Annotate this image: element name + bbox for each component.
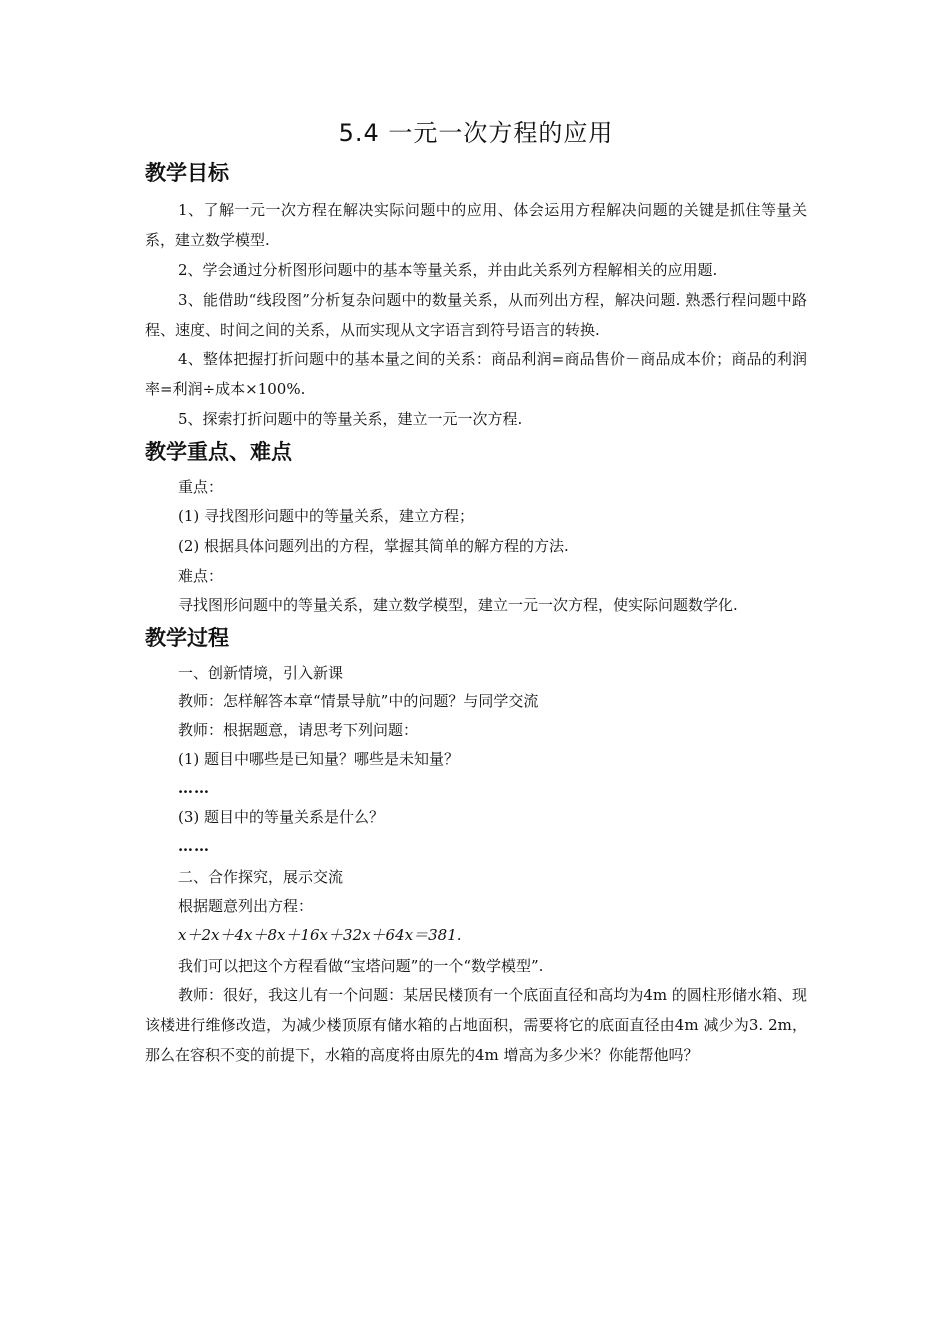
teacher-question: 教师：很好，我这儿有一个问题：某居民楼顶有一个底面直径和高均为4m 的圆柱形储水箱、现该楼进行维修改造，为减少楼顶原有储水箱的占地面积，需要将它的底面直径由4m 减少为3. 2m，那么在容积不变的前提下，水箱的高度将由原先的4m 增高为多少米？你能帮他吗？	[145, 986, 807, 1064]
objective-item-4: 4、整体把握打折问题中的基本量之间的关系：商品利润=商品售价－商品成本价；商品的利润率=利润÷成本×100%.	[145, 350, 807, 398]
model-line: 我们可以把这个方程看做“宝塔问题”的一个“数学模型”.	[178, 957, 544, 975]
ellipsis-2: ……	[178, 837, 210, 855]
process-line-2: 教师：怎样解答本章“情景导航”中的问题？与同学交流	[178, 692, 539, 710]
process-line-4: (1) 题目中哪些是已知量？哪些是未知量？	[178, 750, 460, 768]
objective-item-5: 5、探索打折问题中的等量关系，建立一元一次方程.	[178, 410, 523, 428]
key-label: 重点：	[178, 478, 224, 496]
objective-item-1: 1、了解一元一次方程在解决实际问题中的应用、体会运用方程解决问题的关键是抓住等量关系，建立数学模型.	[145, 201, 807, 249]
key-item-2: (2) 根据具体问题列出的方程，掌握其简单的解方程的方法.	[178, 537, 569, 555]
key-item-1: (1) 寻找图形问题中的等量关系，建立方程；	[178, 507, 475, 525]
difficulty-text: 寻找图形问题中的等量关系，建立数学模型，建立一元一次方程，使实际问题数学化.	[178, 596, 738, 614]
equation: x＋2x＋4x＋8x＋16x＋32x＋64x＝381.	[178, 926, 462, 944]
process-line-6: (3) 题目中的等量关系是什么？	[178, 808, 385, 826]
process-line-8: 二、合作探究，展示交流	[178, 868, 344, 886]
process-line-3: 教师：根据题意，请思考下列问题：	[178, 721, 419, 739]
difficulty-label: 难点：	[178, 567, 224, 585]
heading-process: 教学过程	[145, 626, 229, 650]
objective-item-3: 3、能借助“线段图”分析复杂问题中的数量关系，从而列出方程，解决问题. 熟悉行程问题中路程、速度、时间之间的关系，从而实现从文字语言到符号语言的转换.	[145, 291, 807, 339]
heading-key-points: 教学重点、难点	[145, 440, 292, 464]
heading-objectives: 教学目标	[145, 161, 229, 185]
ellipsis-1: ……	[178, 779, 210, 797]
process-line-1: 一、创新情境，引入新课	[178, 664, 344, 682]
objective-item-2: 2、学会通过分析图形问题中的基本等量关系，并由此关系列方程解相关的应用题.	[178, 261, 718, 279]
process-line-9: 根据题意列出方程：	[178, 897, 314, 915]
page-title: 5.4 一元一次方程的应用	[338, 119, 614, 147]
